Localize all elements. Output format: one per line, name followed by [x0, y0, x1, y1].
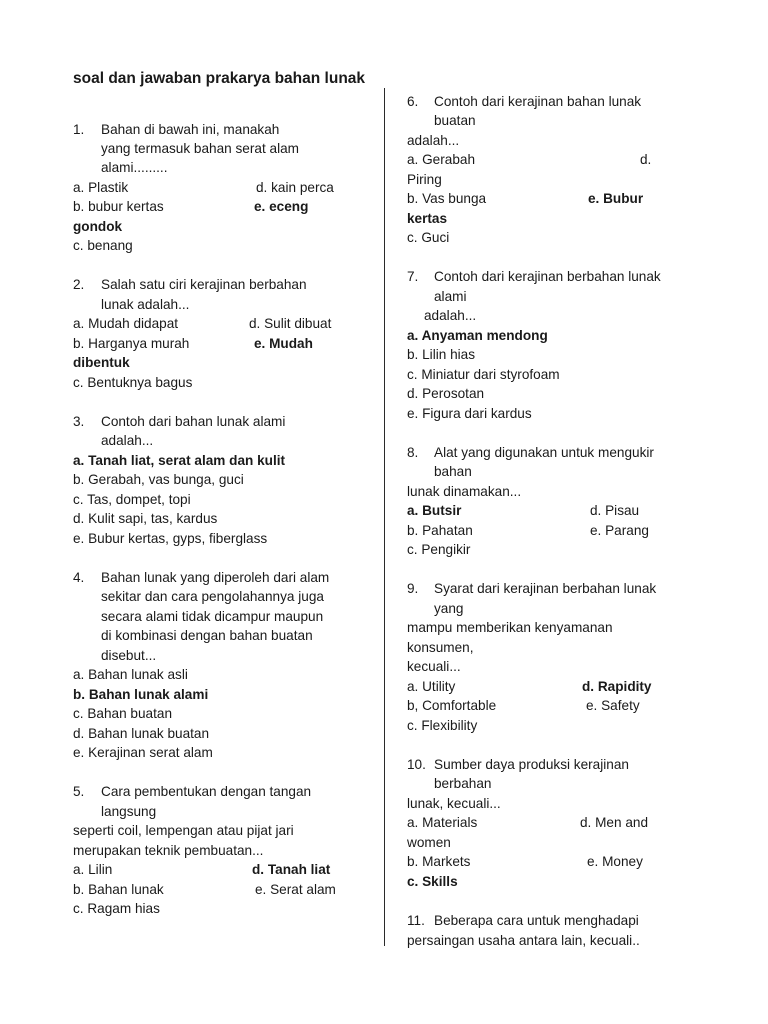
question-text-line: mampu memberikan kenyamanan [407, 620, 613, 635]
answer-text: a. Anyaman mendong [407, 328, 548, 343]
question-text-line: b. Vas bunga [407, 191, 487, 206]
question-text-line: a. Mudah didapat [73, 316, 179, 331]
question-text-line: c. benang [73, 238, 133, 253]
page-title: soal dan jawaban prakarya bahan lunak [73, 70, 366, 87]
question-text-line: 5. [73, 784, 85, 799]
question-text-line: Contoh dari bahan lunak alami [101, 414, 286, 429]
answer-text: gondok [73, 219, 123, 234]
question-text-line: adalah... [424, 308, 477, 323]
question-text-line: b. Lilin hias [407, 347, 476, 362]
question-text-line: b. Markets [407, 854, 471, 869]
question-text-line: c. Miniatur dari styrofoam [407, 367, 560, 382]
question-text-line: lunak, kecuali... [407, 796, 501, 811]
question-text-line: 6. [407, 94, 419, 109]
question-text-line: d. Bahan lunak buatan [73, 726, 210, 741]
answer-text: a. Tanah liat, serat alam dan kulit [73, 453, 286, 468]
question-text-line: persaingan usaha antara lain, kecuali.. [407, 933, 640, 948]
answer-text: dibentuk [73, 355, 130, 370]
question-text-line: c. Tas, dompet, topi [73, 492, 191, 507]
question-text-line: d. Kulit sapi, tas, kardus [73, 511, 218, 526]
question-text-line: a. Utility [407, 679, 456, 694]
question-text-line: Contoh dari kerajinan berbahan lunak [434, 269, 661, 284]
question-text-line: 8. [407, 445, 419, 460]
question-text-line: e. Bubur kertas, gyps, fiberglass [73, 531, 268, 546]
question-text-line: Alat yang digunakan untuk mengukir [434, 445, 654, 460]
question-text-line: Bahan di bawah ini, manakah [101, 122, 280, 137]
question-text-line: 4. [73, 570, 85, 585]
column-divider [384, 88, 385, 946]
question-text-line: seperti coil, lempengan atau pijat jari [73, 823, 294, 838]
question-text-line: Bahan lunak yang diperoleh dari alam [101, 570, 330, 585]
question-text-line: kecuali... [407, 659, 461, 674]
question-text-line: e. Money [587, 854, 643, 869]
question-text-line: c. Bahan buatan [73, 706, 173, 721]
question-text-line: Piring [407, 172, 442, 187]
answer-text: e. eceng [254, 199, 309, 214]
question-text-line: c. Ragam hias [73, 901, 160, 916]
answer-text: e. Bubur [588, 191, 644, 206]
answer-text: e. Mudah [254, 336, 313, 351]
question-text-line: Beberapa cara untuk menghadapi [434, 913, 639, 928]
question-text-line: lunak adalah... [101, 297, 190, 312]
question-text-line: Syarat dari kerajinan berbahan lunak [434, 581, 657, 596]
question-text-line: alami......... [101, 160, 168, 175]
question-text-line: Salah satu ciri kerajinan berbahan [101, 277, 307, 292]
question-text-line: a. Lilin [73, 862, 113, 877]
question-text-line: berbahan [434, 776, 492, 791]
question-text-line: lunak dinamakan... [407, 484, 522, 499]
answer-text: d. Rapidity [582, 679, 652, 694]
question-text-line: 10. [407, 757, 426, 772]
question-text-line: 7. [407, 269, 419, 284]
question-text-line: e. Figura dari kardus [407, 406, 532, 421]
question-text-line: yang [434, 601, 464, 616]
question-text-line: adalah... [101, 433, 154, 448]
question-text-line: c. Flexibility [407, 718, 478, 733]
question-text-line: Sumber daya produksi kerajinan [434, 757, 629, 772]
question-text-line: women [407, 835, 451, 850]
question-text-line: konsumen, [407, 640, 474, 655]
question-text-line: b. bubur kertas [73, 199, 164, 214]
question-text-line: 9. [407, 581, 419, 596]
answer-text: kertas [407, 211, 448, 226]
question-text-line: b. Gerabah, vas bunga, guci [73, 472, 244, 487]
question-text-line: e. Kerajinan serat alam [73, 745, 213, 760]
answer-text: b. Bahan lunak alami [73, 687, 209, 702]
question-text-line: langsung [101, 804, 157, 819]
question-text-line: d. kain perca [256, 180, 334, 195]
question-text-line: di kombinasi dengan bahan buatan [101, 628, 313, 643]
question-text-line: 3. [73, 414, 85, 429]
question-text-line: d. Perosotan [407, 386, 485, 401]
question-text-line: d. [640, 152, 652, 167]
question-text-line: a. Bahan lunak asli [73, 667, 188, 682]
question-text-line: c. Pengikir [407, 542, 471, 557]
question-text-line: b. Pahatan [407, 523, 473, 538]
question-text-line: e. Serat alam [255, 882, 336, 897]
question-text-line: bahan [434, 464, 472, 479]
question-text-line: a. Materials [407, 815, 478, 830]
question-text-line: e. Parang [590, 523, 649, 538]
question-text-line: c. Guci [407, 230, 450, 245]
question-text-line: e. Safety [586, 698, 640, 713]
question-text-line: b. Bahan lunak [73, 882, 164, 897]
question-text-line: 1. [73, 122, 85, 137]
question-text-line: Cara pembentukan dengan tangan [101, 784, 312, 799]
question-text-line: 2. [73, 277, 85, 292]
question-text-line: merupakan teknik pembuatan... [73, 843, 264, 858]
question-text-line: d. Sulit dibuat [249, 316, 332, 331]
question-text-line: sekitar dan cara pengolahannya juga [101, 589, 324, 604]
question-text-line: b. Harganya murah [73, 336, 190, 351]
question-text-line: secara alami tidak dicampur maupun [101, 609, 324, 624]
question-text-line: b, Comfortable [407, 698, 497, 713]
answer-text: a. Butsir [407, 503, 462, 518]
question-text-line: alami [434, 289, 467, 304]
question-text-line: 11. [407, 913, 425, 928]
question-text-line: buatan [434, 113, 476, 128]
question-text-line: a. Gerabah [407, 152, 476, 167]
answer-text: c. Skills [407, 874, 458, 889]
question-text-line: Contoh dari kerajinan bahan lunak [434, 94, 642, 109]
answer-text: d. Tanah liat [252, 862, 331, 877]
question-text-line: d. Men and [580, 815, 649, 830]
question-text-line: c. Bentuknya bagus [73, 375, 193, 390]
question-text-line: a. Plastik [73, 180, 129, 195]
question-text-line: disebut... [101, 648, 157, 663]
question-text-line: d. Pisau [590, 503, 640, 518]
question-text-line: adalah... [407, 133, 460, 148]
question-text-line: yang termasuk bahan serat alam [101, 141, 299, 156]
